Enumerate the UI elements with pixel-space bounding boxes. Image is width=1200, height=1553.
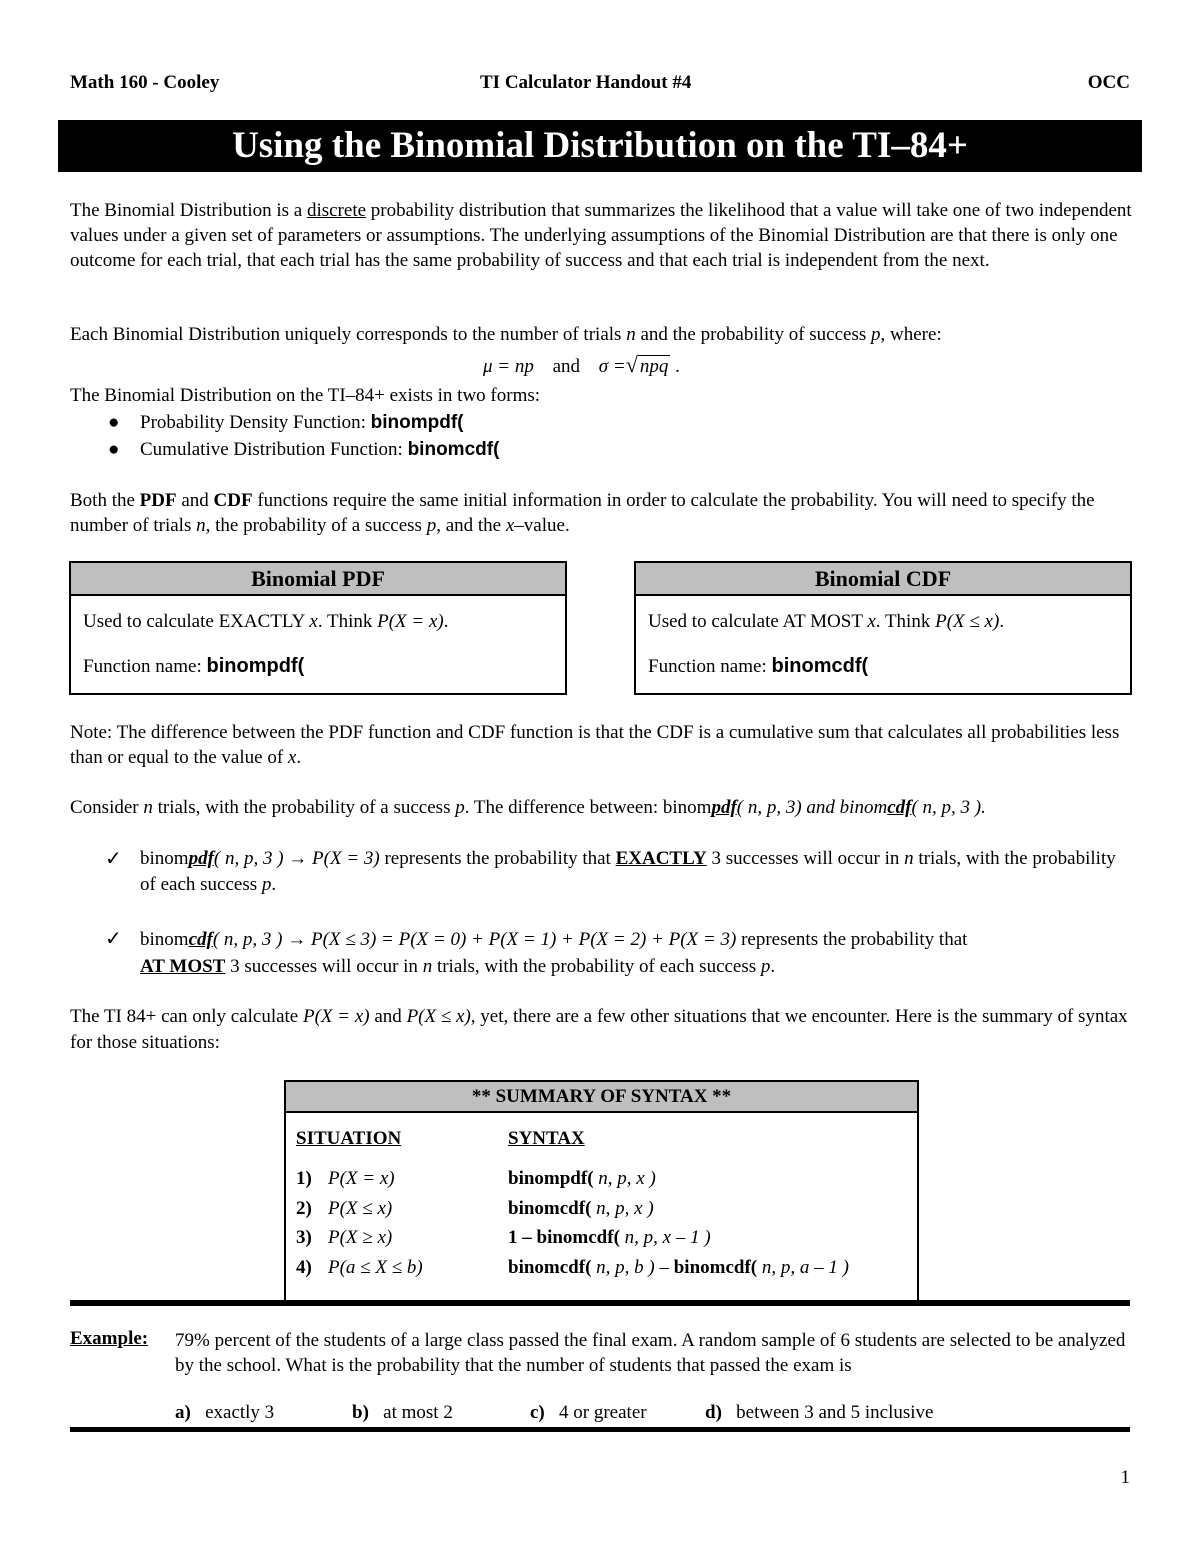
summary-title: ** SUMMARY OF SYNTAX ** [286,1082,917,1113]
cdf-example-statement: binomcdf( n, p, 3 ) → P(X ≤ 3) = P(X = 0) + P(X = 1) + P(X = 2) + P(X = 3) represents the probability that AT MOST 3 successes will occur in n trials, with the probability of each success p. [140,929,968,977]
row-number: 2) [296,1198,312,1219]
cdf-box-title: Binomial CDF [636,563,1130,596]
row-situation: P(X = x) [328,1168,395,1189]
syntax-summary-box [284,1080,919,1302]
row-situation: P(a ≤ X ≤ b) [328,1257,423,1278]
forms-intro: The Binomial Distribution on the TI–84+ exists in two forms: [70,385,541,406]
example-part: c) 4 or greater [530,1402,647,1423]
bullet-icon: ● [108,412,120,433]
intro-trials-sentence: Each Binomial Distribution uniquely corresponds to the number of trials n and the probability of success p, where: [70,324,942,345]
example-problem: 79% percent of the students of a large class passed the final exam. A random sample of 6 students are selected to be analyzed by the school. What is the probability that the number of students that passed the exam is [175,1330,1126,1376]
row-situation: P(X ≥ x) [328,1227,393,1248]
example-label: Example: [70,1328,149,1349]
table-row [296,1198,906,1226]
note-paragraph: Note: The difference between the PDF function and CDF function is that the CDF is a cumulative sum that calculates all probabilities less than or equal to the value of x. [70,722,1120,768]
page-title: Using the Binomial Distribution on the TI–84+ [58,120,1142,172]
row-syntax: binompdf( n, p, x ) [508,1168,656,1189]
consider-paragraph: Consider n trials, with the probability of a success p. The difference between: binompdf( n, p, 3) and binomcdf( n, p, 3 ). [70,797,986,818]
list-item: ● Cumulative Distribution Function: binomcdf( [70,436,1070,463]
ti-limitations-paragraph: The TI 84+ can only calculate P(X = x) and P(X ≤ x), yet, there are a few other situations that we encounter. Here is the summary of syntax for those situations: [70,1006,1128,1053]
row-number: 3) [296,1227,312,1248]
situation-column-header: SITUATION [296,1128,402,1149]
example-part: b) at most 2 [352,1402,453,1423]
forms-list [70,409,1070,463]
row-situation: P(X ≤ x) [328,1198,393,1219]
pdf-box-line1: Used to calculate EXACTLY x. Think P(X = x). [83,611,449,632]
check-icon: ✓ [105,848,122,870]
binomial-pdf-box [69,561,567,695]
divider [70,1300,1130,1306]
cdf-box-line2: Function name: binomcdf( [648,655,869,677]
intro-paragraph: The Binomial Distribution is a discrete probability distribution that summarizes the likelihood that a value will take one of two independent values under a given set of parameters or assumptions. The underlying assumptions of the Binomial Distribution are that there is only one outcome for each trial, that each trial has the same probability of success and that each trial is independent from the next. [70,200,1132,271]
pdf-box-line2: Function name: binompdf( [83,655,305,677]
row-number: 4) [296,1257,312,1278]
pdf-example-statement: binompdf( n, p, 3 ) → P(X = 3) represents the probability that EXACTLY 3 successes will occur in n trials, with the probability of each success p. [140,848,1116,895]
mean-sd-formula: μ = np and σ =√ npq . [483,352,680,377]
table-row [296,1257,906,1285]
row-number: 1) [296,1168,312,1189]
check-icon: ✓ [105,928,122,950]
row-syntax: 1 – binomcdf( n, p, x – 1 ) [508,1227,711,1248]
example-part: d) between 3 and 5 inclusive [705,1402,934,1423]
table-row [296,1227,906,1255]
header-course: Math 160 - Cooley [70,72,220,93]
row-syntax: binomcdf( n, p, x ) [508,1198,654,1219]
list-item: ● Probability Density Function: binompdf( [70,409,1070,436]
divider [70,1427,1130,1432]
header-handout: TI Calculator Handout #4 [480,72,692,93]
example-part: a) exactly 3 [175,1402,275,1423]
cdf-box-line1: Used to calculate AT MOST x. Think P(X ≤ x). [648,611,1005,632]
requirements-paragraph: Both the PDF and CDF functions require the same initial information in order to calculate the probability. You will need to specify the number of trials n, the probability of a success p, and the x–value. [70,490,1095,536]
row-syntax: binomcdf( n, p, b ) – binomcdf( n, p, a – 1 ) [508,1257,849,1278]
table-row [296,1168,906,1196]
binomial-cdf-box [634,561,1132,695]
pdf-box-title: Binomial PDF [71,563,565,596]
bullet-icon: ● [108,439,120,460]
header-school: OCC [1087,72,1130,93]
syntax-column-header: SYNTAX [508,1128,585,1149]
page-number: 1 [1120,1467,1130,1488]
